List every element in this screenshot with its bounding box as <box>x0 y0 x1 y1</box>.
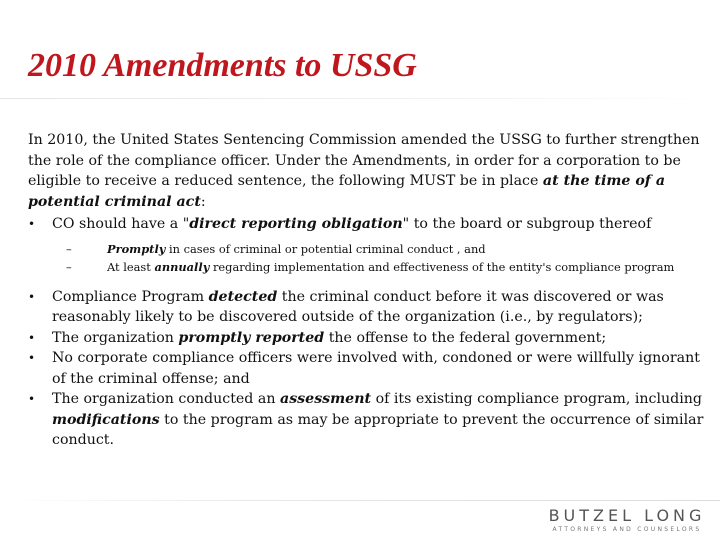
sub-item-text: in cases of criminal or potential criminal conduct , and <box>165 241 486 256</box>
sub-item-pre: At least <box>107 260 155 274</box>
item-text: The organization conducted an <box>52 391 280 407</box>
list-item-assessment <box>28 389 704 451</box>
item-text-end: " to the board or subgroup thereof <box>402 216 652 232</box>
item-text-mid: of its existing compliance program, including <box>371 391 702 407</box>
list-item-reporting-obligation <box>28 214 704 277</box>
item-text: The organization <box>52 329 179 346</box>
sub-item-emphasis: annually <box>154 260 210 274</box>
item-text-end: the offense to the federal government; <box>324 329 607 346</box>
item-text: No corporate compliance officers were involved with, condoned or were willfully ignorant of the criminal offense; and <box>52 350 700 387</box>
butzel-long-logo <box>542 507 712 534</box>
item-text: CO should have a " <box>52 216 190 232</box>
item-emphasis: direct reporting obligation <box>189 216 403 232</box>
list-item-no-involvement <box>28 348 704 389</box>
bullet-icon: • <box>28 330 36 345</box>
bullet-icon: • <box>28 217 36 231</box>
bullet-icon: • <box>28 392 36 406</box>
list-item-promptly-reported <box>28 328 704 349</box>
intro-paragraph <box>28 130 704 212</box>
intro-end: : <box>200 193 206 210</box>
sub-item-emphasis: Promptly <box>107 241 166 256</box>
item-emphasis: promptly reported <box>178 329 325 346</box>
item-text-end: the criminal conduct before it was discovered or was reasonably likely to be discovered outside of the organization (i.e., by regulators); <box>52 288 664 325</box>
logo-tagline: ATTORNEYS AND COUNSELORS <box>552 526 702 533</box>
slide-title: 2010 Amendments to USSG <box>28 47 417 84</box>
slide-body <box>28 130 704 451</box>
item-text: Compliance Program <box>52 288 209 305</box>
item-emphasis: detected <box>208 288 278 305</box>
reporting-sublist <box>52 240 704 277</box>
requirements-list <box>28 214 704 451</box>
item-emphasis: assessment <box>280 391 372 407</box>
intro-emphasis: at the time of a potential criminal act <box>28 173 666 210</box>
list-item-detected <box>28 287 704 328</box>
item-emphasis-2: modifications <box>52 411 160 428</box>
item-text-end: to the program as may be appropriate to prevent the occurrence of similar conduct. <box>52 411 704 448</box>
bullet-icon: • <box>28 351 36 365</box>
logo-name: BUTZEL LONG <box>548 506 706 525</box>
title-divider <box>0 98 720 99</box>
sub-item-text: regarding implementation and effectiveness of the entity's compliance program <box>209 260 675 274</box>
footer-divider <box>0 500 720 501</box>
sub-item-promptly <box>52 240 704 259</box>
dash-icon: – <box>66 241 72 256</box>
sub-item-annually <box>52 258 704 277</box>
intro-text: In 2010, the United States Sentencing Commission amended the USSG to further strengthen the role of the compliance officer. Under the Amendments, in order for a corporation to be eligible to receive a reduced sentence, the following MUST be in place <box>28 132 700 189</box>
dash-icon: – <box>66 260 72 274</box>
bullet-icon: • <box>28 289 36 304</box>
